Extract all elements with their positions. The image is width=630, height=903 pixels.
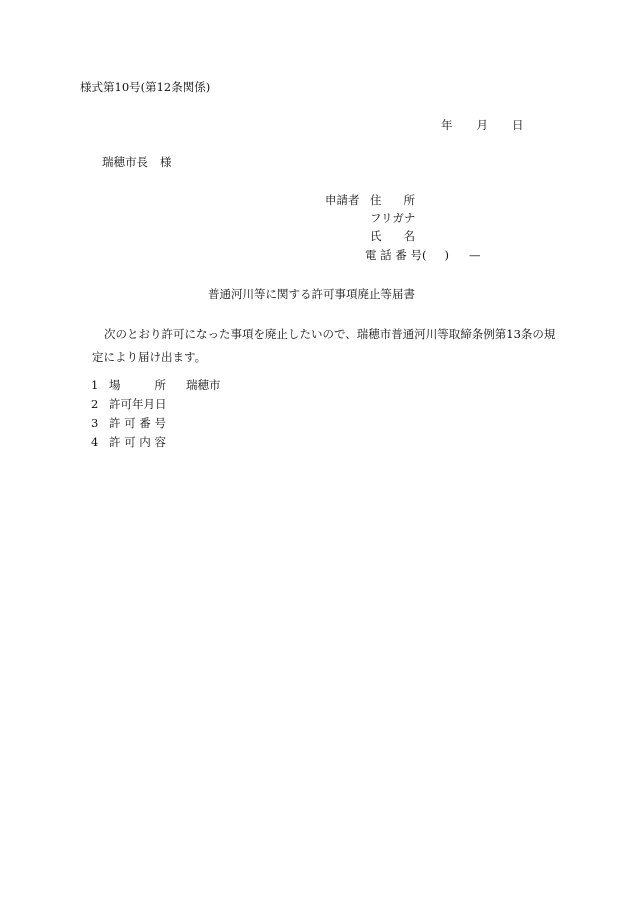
- applicant-label: 申請者: [325, 193, 360, 207]
- furigana-label: フリガナ: [370, 211, 416, 225]
- phone-close-paren: ): [444, 248, 449, 262]
- list-item: [91, 399, 167, 411]
- item-label-2: 所: [154, 378, 166, 392]
- form-number: 様式第10号(第12条関係): [80, 80, 211, 94]
- list-item: [91, 380, 221, 392]
- applicant-phone-row: [365, 250, 480, 262]
- addressee-honorific: 様: [160, 155, 172, 169]
- item-label: 許 可 内 容: [109, 435, 166, 449]
- date-year: 年: [441, 118, 453, 132]
- addressee: [102, 157, 172, 169]
- document-body: [92, 323, 562, 369]
- date-line: [441, 120, 524, 132]
- document-body-text: 次のとおり許可になった事項を廃止したいので、瑞穂市普通河川等取締条例第13条の規定により届け出ます。: [92, 327, 556, 364]
- item-label-1: 場: [109, 378, 121, 392]
- item-label: 許 可 番 号: [109, 416, 166, 430]
- item-number: 3: [91, 416, 99, 430]
- applicant-address-row: [370, 195, 415, 207]
- name-label-2: 名: [403, 229, 415, 243]
- document-title: 普通河川等に関する許可事項廃止等届書: [208, 287, 415, 301]
- item-number: 4: [91, 435, 99, 449]
- item-value: 瑞穂市: [186, 378, 221, 392]
- list-item: [91, 437, 166, 449]
- phone-dash: —: [468, 248, 481, 262]
- addressee-name: 瑞穂市長: [102, 155, 148, 169]
- address-label-1: 住: [370, 193, 382, 207]
- phone-open-paren: (: [421, 248, 427, 262]
- applicant-furigana-row: [370, 213, 415, 225]
- applicant-name-row: [370, 231, 415, 243]
- date-day: 日: [512, 118, 524, 132]
- item-number: 2: [91, 397, 99, 411]
- item-label: 許可年月日: [109, 397, 167, 411]
- list-item: [91, 418, 166, 430]
- address-label-2: 所: [403, 193, 415, 207]
- name-label-1: 氏: [370, 229, 382, 243]
- item-number: 1: [91, 378, 99, 392]
- phone-label: 電 話 番 号: [365, 248, 422, 262]
- date-month: 月: [476, 118, 488, 132]
